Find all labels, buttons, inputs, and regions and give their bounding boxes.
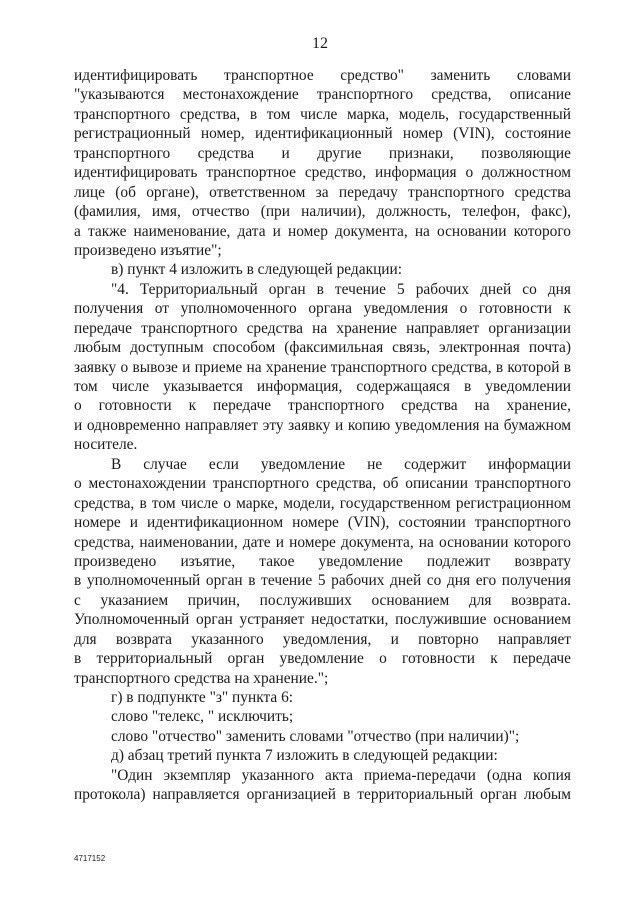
text-line: и одновременно направляет эту заявку и копию уведомления на бумажном xyxy=(74,416,571,434)
text-line: том числе указывается информация, содержащаяся в уведомлении xyxy=(74,378,571,395)
text-line: лице (об органе), ответственном за передачу транспортного средства xyxy=(74,183,571,201)
text-line: "Один экземпляр указанного акта приема-передачи (одна копия xyxy=(111,766,571,784)
text-line: средства, наименовании, дате и номере документа, на основании которого xyxy=(74,533,571,551)
text-line: Уполномоченный орган устраняет недостатки, послужившие основанием xyxy=(74,611,571,629)
text-line: номере и идентификационном номере (VIN), состоянии транспортного xyxy=(74,514,571,532)
text-line: транспортного средства на хранение."; xyxy=(74,669,329,687)
document-body xyxy=(74,66,571,805)
text-line: слово "отчество" заменить словами "отчество (при наличии)"; xyxy=(111,727,520,745)
text-line: о готовности к передаче транспортного средства на хранение, xyxy=(74,397,571,415)
text-line: (фамилия, имя, отчество (при наличии), должность, телефон, факс), xyxy=(74,203,571,221)
text-line: произведено изъятие, такое уведомление подлежит возврату xyxy=(74,552,571,570)
page-number: 12 xyxy=(312,35,328,52)
text-line: заявку о вывозе и приеме на хранение транспортного средства, в которой в xyxy=(74,358,571,376)
text-line: получения от уполномоченного органа уведомления о готовности к xyxy=(74,300,571,318)
text-line: а также наименование, дата и номер документа, на основании которого xyxy=(74,222,571,240)
text-line: слово "телекс, " исключить; xyxy=(111,708,294,726)
text-line: В случае если уведомление не содержит информации xyxy=(111,455,571,473)
text-line: произведено изъятие"; xyxy=(74,241,222,259)
text-line: регистрационный номер, идентификационный номер (VIN), состояние xyxy=(74,125,571,143)
text-line: о местонахождении транспортного средства, об описании транспортного xyxy=(74,475,571,493)
text-line: в уполномоченный орган в течение 5 рабочих дней со дня его получения xyxy=(74,572,571,590)
text-line: "4. Территориальный орган в течение 5 рабочих дней со дня xyxy=(111,280,571,298)
text-line: "указываются местонахождение транспортного средства, описание xyxy=(74,86,571,104)
text-line: для возврата указанного уведомления, и повторно направляет xyxy=(74,630,571,648)
text-line: транспортного средства и другие признаки, позволяющие xyxy=(74,144,571,162)
document-code: 4717152 xyxy=(74,854,106,863)
text-line: в) пункт 4 изложить в следующей редакции: xyxy=(111,261,403,279)
text-line: средства, в том числе о марке, модели, государственном регистрационном xyxy=(74,494,571,512)
text-line: идентифицировать транспортное средство" заменить словами xyxy=(74,67,571,84)
text-line: транспортного средства, в том числе марка, модель, государственный xyxy=(74,105,571,123)
text-line: передаче транспортного средства на хранение направляет организации xyxy=(74,319,571,337)
text-line: с указанием причин, послуживших основанием для возврата. xyxy=(74,591,571,609)
text-line: носителе. xyxy=(74,436,138,454)
text-line: г) в подпункте "з" пункта 6: xyxy=(111,689,294,706)
text-line: идентифицировать транспортное средство, информация о должностном xyxy=(74,164,571,182)
text-line: в территориальный орган уведомление о готовности к передаче xyxy=(74,650,571,668)
text-line: протокола) направляется организацией в территориальный орган любым xyxy=(74,786,571,804)
text-line: д) абзац третий пункта 7 изложить в следующей редакции: xyxy=(111,747,498,765)
text-line: любым доступным способом (факсимильная связь, электронная почта) xyxy=(74,339,571,357)
